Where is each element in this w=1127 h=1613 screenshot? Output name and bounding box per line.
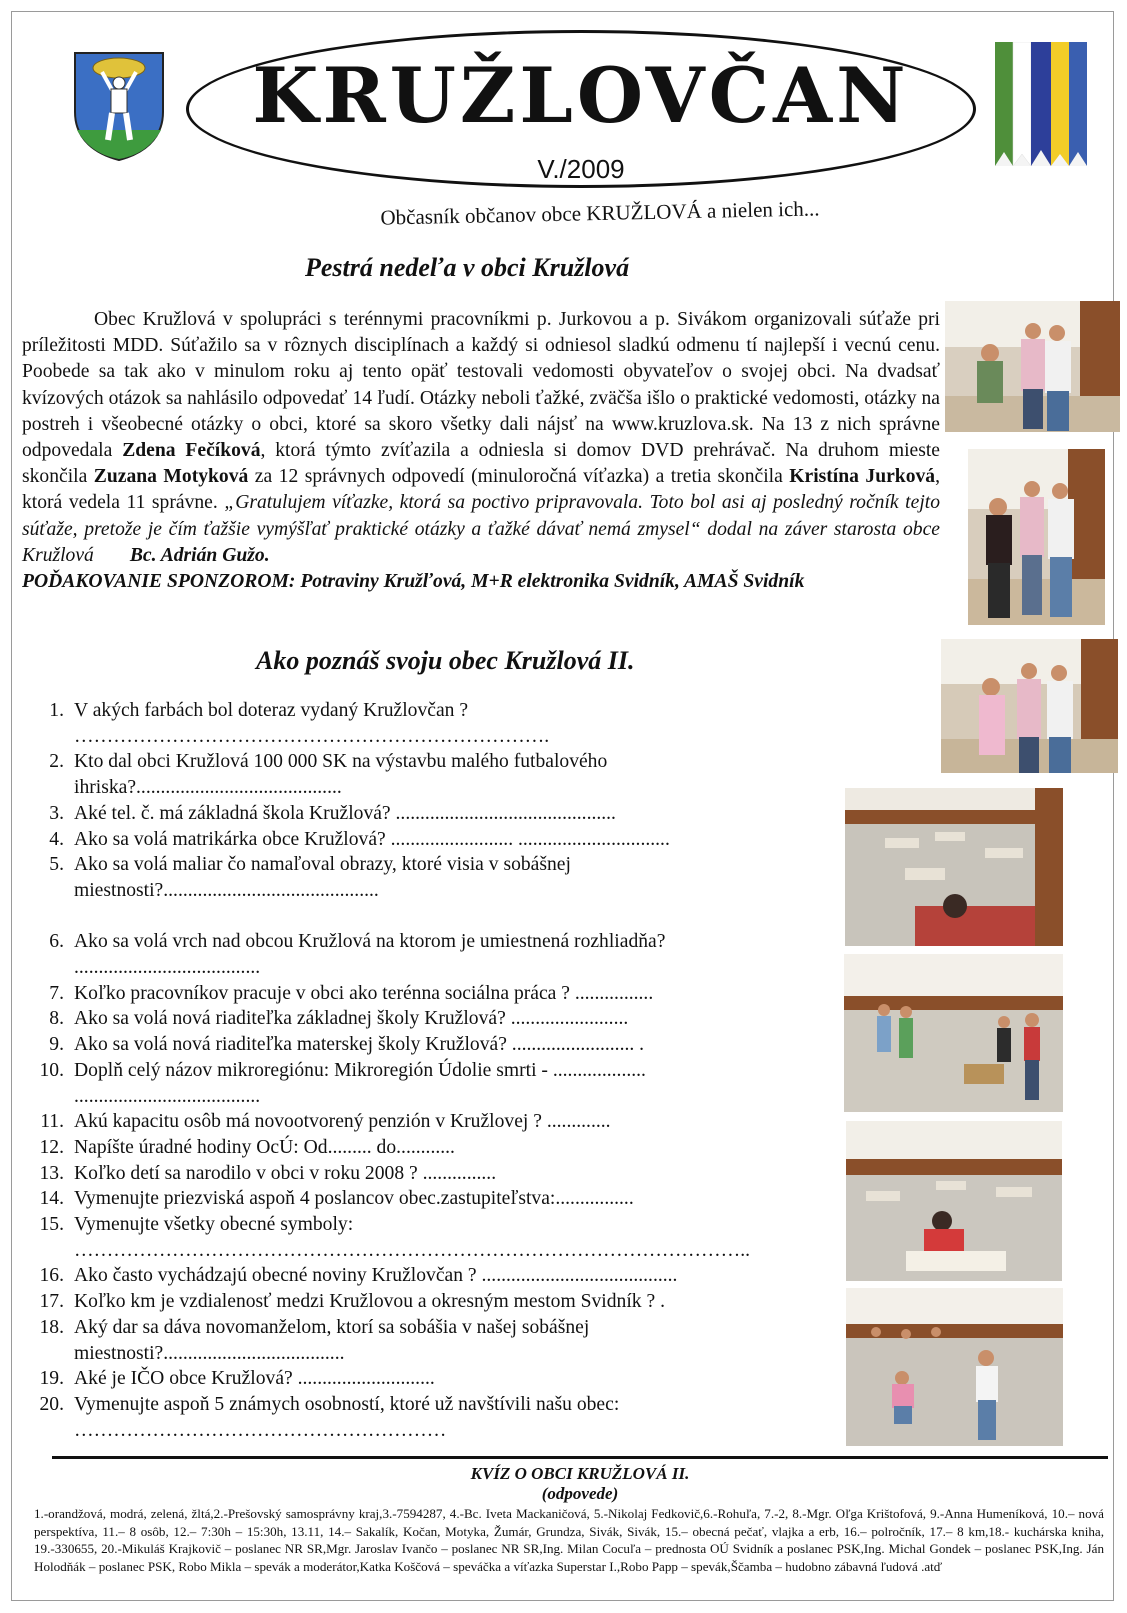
- newspaper-title: KRUŽLOVČAN: [252, 51, 910, 140]
- quiz-question-text: [74, 1392, 790, 1443]
- quiz-question: [30, 1315, 790, 1366]
- quiz-question: [30, 1109, 790, 1135]
- answers-text: 1.-orandžová, modrá, zelená, žltá,2.-Prešovský samosprávny kraj,3.-7594287, 4.-Bc. Iveta Mackaničová, 5.-Nikolaj Fedkovič,6.-Rohuľa, 7.-2, 8.-Mgr. Oľga Krištofová, 9.-Anna Humeníková, 10.– nová perspektíva, 11.– 8 osôb, 12.– 7:30h – 15:30h, 13.11, 14.– Sakalík, Kočan, Motyka, Žumár, Grundza, Sivák, Sivák, 15.– obecná pečať, vlajka a erb, 16.– polročník, 17.– 8 km,18.- kuchárska kniha, 19.-330655, 20.-Mikuláš Krajkovič – poslanec NR SR,Mgr. Jaroslav Ivančo – poslanec NR SR,Ing. Milan Cocuľa – prednosta OÚ Svidník a poslanec PSK,Ing. Michal Gondek – poslanec PSK,Ing. Ján Holodňák – poslanec PSK, Robo Mikla – spevák a moderátor,Katka Koščová – speváčka a víťazka Superstar I.,Robo Papp – spevák,Ščamba – hudobno zábavná ľudová .atď: [34, 1506, 1104, 1574]
- quiz-question-line: Napíšte úradné hodiny OcÚ: Od......... do............: [74, 1136, 455, 1158]
- quiz-question-line: Ako často vychádzajú obecné noviny Kružlovčan ? ........................................: [74, 1265, 678, 1287]
- quiz-question-number: 10.: [39, 1059, 64, 1081]
- quiz-question-line: Koľko km je vzdialenosť medzi Kružlovou a okresným mestom Svidník ? .: [74, 1291, 665, 1313]
- mayor-quote: „Gratulujem víťazke, ktorá sa poctivo pripravovala. Toto bol asi aj posledný ročník tejto súťaže, pretože je čím ťažšie vymýšľať praktické otázky a ťažké dávať nemá zmysel“ dodal na záver starosta obce Kružlová: [22, 492, 940, 566]
- quiz-question-number: 1.: [49, 700, 64, 721]
- quiz-question-list: [30, 698, 790, 1443]
- quiz-question-line: Vymenujte priezviská aspoň 4 poslancov obec.zastupiteľstva:................: [74, 1188, 634, 1210]
- quiz-question: [30, 1135, 790, 1161]
- quiz-question-text: [74, 801, 790, 827]
- quiz-question: [30, 749, 790, 800]
- answers-heading: [52, 1464, 1108, 1504]
- quiz-question-text: [74, 929, 790, 980]
- quiz-question-text: [74, 1161, 790, 1187]
- quiz-question-number: 2.: [49, 751, 64, 773]
- article-text: , ktorá vedela 11 správne.: [22, 466, 941, 514]
- article-text: Obec Kružlová v spolupráci s terénnymi pracovníkmi p. Jurkovou a p. Sivákom organizovali súťaže pri príležitosti MDD. Súťažilo sa v rôznych disciplínach a každý si odniesol sladkú odmenu tí najlepší i vecnú cenu. Poobede sa tak ako v minulom roku aj tento opäť testovali vedomosti obyvateľov o svojej obci. Na dvadsať kvízových otázok sa nahlásilo odpovedať 14 ľudí. Otázky neboli ťažké, zväčša išlo o praktické vedomosti, otázky na postreh i všeobecné otázky o obci, ktoré sa skoro všetky dali nájsť na www.kruzlova.sk. Na 13 z nich správne odpovedala: [22, 309, 940, 462]
- quiz-question-line: Ako sa volá maliar čo namaľoval obrazy, ktoré visia v sobášnej: [74, 854, 571, 876]
- quiz-question-text: [74, 1032, 790, 1058]
- quiz-question-text: [74, 1366, 790, 1392]
- quiz-question-number: 16.: [39, 1265, 64, 1287]
- quiz-question-number: 18.: [39, 1316, 64, 1338]
- answers-subtitle: (odpovede): [541, 1484, 619, 1503]
- quiz-question-line: V akých farbách bol doteraz vydaný Kružlovčan ?: [74, 700, 469, 721]
- quiz-question: [30, 1186, 790, 1212]
- article-paragraph: [22, 307, 940, 569]
- quiz-question-line: Vymenujte aspoň 5 známych osobností, ktoré už navštívili našu obec:: [74, 1393, 620, 1415]
- sponsor-thanks: POĎAKOVANIE SPONZOROM: Potraviny Kružľová, M+R elektronika Svidník, AMAŠ Svidník: [22, 571, 805, 593]
- article-heading: Pestrá nedeľa v obci Kružlová: [305, 253, 630, 282]
- quiz-question: [30, 1366, 790, 1392]
- quiz-question-text: [74, 749, 790, 800]
- quiz-question-line: Koľko detí sa narodilo v obci v roku 2008 ? ...............: [74, 1162, 497, 1184]
- quiz-question-number: 3.: [49, 802, 64, 824]
- photo-quiz-room-1: [845, 788, 1063, 946]
- quiz-question-number: 7.: [49, 982, 64, 1004]
- photo-kids-games: [846, 1288, 1063, 1446]
- quiz-question-line: ......................................: [74, 957, 261, 979]
- coat-of-arms-icon: [72, 50, 166, 162]
- quiz-question-line: Ako sa volá nová riaditeľka základnej školy Kružlová? ........................: [74, 1008, 629, 1030]
- photo-quiz-room-2: [846, 1121, 1062, 1281]
- issue-number: V./2009: [537, 154, 625, 184]
- quiz-question-line: Ako sa volá matrikárka obce Kružlová? ......................... ...............................: [74, 828, 670, 850]
- quiz-question-number: 6.: [49, 931, 64, 953]
- quiz-question: [30, 1212, 790, 1263]
- photo-award-third: [941, 639, 1118, 773]
- quiz-question-text: [74, 1186, 790, 1212]
- quiz-question-number: 4.: [49, 828, 64, 850]
- quiz-question-line: Koľko pracovníkov pracuje v obci ako terénna sociálna práca ? ................: [74, 982, 654, 1004]
- quiz-question-text: [74, 1058, 790, 1109]
- quiz-question: [30, 852, 790, 903]
- quiz-question-text: [74, 1006, 790, 1032]
- quiz-question-number: 13.: [39, 1162, 64, 1184]
- quiz-heading: Ako poznáš svoju obec Kružlová II.: [256, 646, 635, 675]
- quiz-question-line: ......................................: [74, 1085, 261, 1107]
- quiz-question-text: [74, 852, 790, 903]
- quiz-question: [30, 827, 790, 853]
- quiz-question-number: 8.: [49, 1008, 64, 1030]
- quiz-spacer: [30, 904, 790, 930]
- quiz-question-number: 14.: [39, 1188, 64, 1210]
- quiz-question-number: 17.: [39, 1291, 64, 1313]
- quiz-question-line: …………………………………………………………………………………………..: [74, 1239, 750, 1261]
- quiz-question-text: [74, 1135, 790, 1161]
- quiz-question-line: Vymenujte všetky obecné symboly:: [74, 1214, 354, 1236]
- quiz-question-line: Akú kapacitu osôb má novootvorený penzión v Kružlovej ? .............: [74, 1111, 611, 1133]
- winner-first: Zdena Fečíková: [122, 440, 261, 462]
- photo-games-hall: [844, 954, 1063, 1112]
- quiz-question-line: ihriska?..........................................: [74, 777, 342, 799]
- quiz-question-line: …………………………………………………: [74, 1419, 447, 1441]
- answers-title: KVÍZ O OBCI KRUŽLOVÁ II.: [470, 1464, 690, 1483]
- quiz-question-text: [74, 1315, 790, 1366]
- village-flag-icon: [995, 42, 1087, 166]
- quiz-question-line: Kto dal obci Kružlová 100 000 SK na výstavbu malého futbalového: [74, 751, 608, 773]
- quiz-question-line: Ako sa volá vrch nad obcou Kružlová na ktorom je umiestnená rozhliadňa?: [74, 931, 666, 953]
- quiz-question-number: 9.: [49, 1034, 64, 1056]
- quiz-question-number: 12.: [39, 1136, 64, 1158]
- quiz-question-number: 11.: [40, 1111, 64, 1133]
- quiz-question-text: [74, 1109, 790, 1135]
- quiz-question-line: miestnosti?............................................: [74, 879, 379, 901]
- quiz-question-line: Aký dar sa dáva novomanželom, ktorí sa sobášia v našej sobášnej: [74, 1316, 590, 1338]
- quiz-question-line: Aké je IČO obce Kružlová? ............................: [74, 1368, 435, 1390]
- quiz-question: [30, 1032, 790, 1058]
- quiz-question: [30, 801, 790, 827]
- photo-award-first: [945, 301, 1120, 432]
- quiz-question-text: [74, 1212, 790, 1263]
- quiz-question: [30, 1392, 790, 1443]
- answers-divider: [52, 1456, 1108, 1459]
- quiz-question-line: miestnosti?.....................................: [74, 1342, 345, 1364]
- quiz-question-number: 15.: [39, 1214, 64, 1236]
- quiz-question-text: [74, 981, 790, 1007]
- article-body: [22, 307, 940, 595]
- quiz-question-text: [74, 827, 790, 853]
- winner-second: Zuzana Motyková: [93, 466, 249, 488]
- quiz-question-number: 19.: [39, 1368, 64, 1390]
- mayor-signature: Bc. Adrián Gužo.: [129, 544, 270, 566]
- quiz-question-line: Ako sa volá nová riaditeľka materskej školy Kružlová? ......................... .: [74, 1034, 645, 1056]
- winner-third: Kristína Jurková: [789, 466, 936, 488]
- quiz-question-text: [74, 1289, 790, 1315]
- newspaper-subtitle: Občasník občanov obce KRUŽLOVÁ a nielen ich...: [380, 196, 820, 230]
- quiz-question-number: 20.: [39, 1393, 64, 1415]
- article-text: , ktorá týmto zvíťazila a odniesla si domov DVD prehrávač. Na druhom mieste skončila: [22, 440, 940, 488]
- quiz-question: [30, 981, 790, 1007]
- quiz-question: [30, 1263, 790, 1289]
- quiz-question-line: Aké tel. č. má základná škola Kružlová? .............................................: [74, 802, 616, 824]
- quiz-question: [30, 698, 790, 749]
- quiz-question-number: 5.: [49, 854, 64, 876]
- quiz-question-line: ……………………………………………………………….: [74, 725, 550, 747]
- quiz-question-text: [74, 698, 790, 749]
- quiz-question: [30, 1161, 790, 1187]
- article-text: za 12 správnych odpovedí (minuloročná víťazka) a tretia skončila: [248, 466, 790, 488]
- quiz-question-text: [74, 1263, 790, 1289]
- quiz-question: [30, 1289, 790, 1315]
- quiz-question: [30, 1006, 790, 1032]
- photo-award-second: [968, 449, 1105, 625]
- quiz-question: [30, 929, 790, 980]
- quiz-question: [30, 1058, 790, 1109]
- quiz-question-line: Doplň celý názov mikroregiónu: Mikroregión Údolie smrti - ...................: [74, 1059, 646, 1081]
